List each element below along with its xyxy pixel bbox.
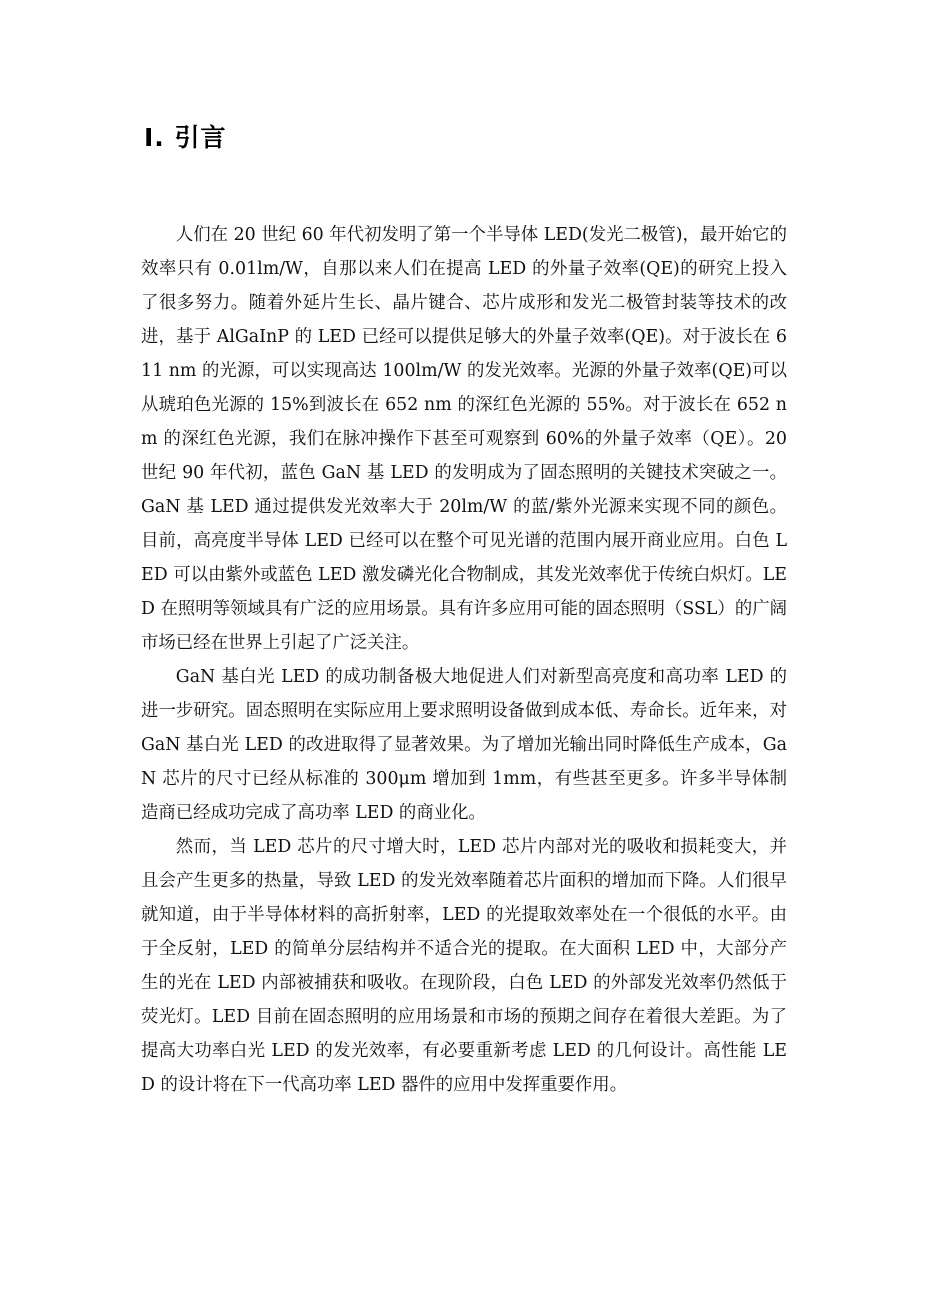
paragraph-3: 然而，当 LED 芯片的尺寸增大时，LED 芯片内部对光的吸收和损耗变大，并且会产生更多的热量，导致 LED 的发光效率随着芯片面积的增加而下降。人们很早就知道，由于半导体材料的高折射率，LED 的光提取效率处在一个很低的水平。由于全反射，LED 的简单分层结构并不适合光的提取。在大面积 LED 中，大部分产生的光在 LED 内部被捕获和吸收。在现阶段，白色 LED 的外部发光效率仍然低于荧光灯。LED 目前在固态照明的应用场景和市场的预期之间存在着很大差距。为了提高大功率白光 LED 的发光效率，有必要重新考虑 LED 的几何设计。高性能 LED 的设计将在下一代高功率 LED 器件的应用中发挥重要作用。 bbox=[141, 837, 787, 1095]
paragraph-1: 人们在 20 世纪 60 年代初发明了第一个半导体 LED(发光二极管)，最开始它的效率只有 0.01lm/W，自那以来人们在提高 LED 的外量子效率(QE)的研究上投入了很多努力。随着外延片生长、晶片键合、芯片成形和发光二极管封装等技术的改进，基于 AlGaInP 的 LED 已经可以提供足够大的外量子效率(QE)。对于波长在 611 nm 的光源，可以实现高达 100lm/W 的发光效率。光源的外量子效率(QE)可以从琥珀色光源的 15%到波长在 652 nm 的深红色光源的 55%。对于波长在 652 nm 的深红色光源，我们在脉冲操作下甚至可观察到 60%的外量子效率（QE）。20 世纪 90 年代初，蓝色 GaN 基 LED 的发明成为了固态照明的关键技术突破之一。GaN 基 LED 通过提供发光效率大于 20lm/W 的蓝/紫外光源来实现不同的颜色。目前，高亮度半导体 LED 已经可以在整个可见光谱的范围内展开商业应用。白色 LED 可以由紫外或蓝色 LED 激发磷光化合物制成，其发光效率优于传统白炽灯。LED 在照明等领域具有广泛的应用场景。具有许多应用可能的固态照明（SSL）的广阔市场已经在世界上引起了广泛关注。 bbox=[141, 225, 787, 653]
body-text bbox=[141, 218, 787, 1102]
paragraph-2: GaN 基白光 LED 的成功制备极大地促进人们对新型高亮度和高功率 LED 的进一步研究。固态照明在实际应用上要求照明设备做到成本低、寿命长。近年来，对 GaN 基白光 LED 的改进取得了显著效果。为了增加光输出同时降低生产成本，GaN 芯片的尺寸已经从标准的 300μm 增加到 1mm，有些甚至更多。许多半导体制造商已经成功完成了高功率 LED 的商业化。 bbox=[141, 667, 787, 823]
section-heading: Ⅰ. 引言 bbox=[144, 123, 227, 152]
